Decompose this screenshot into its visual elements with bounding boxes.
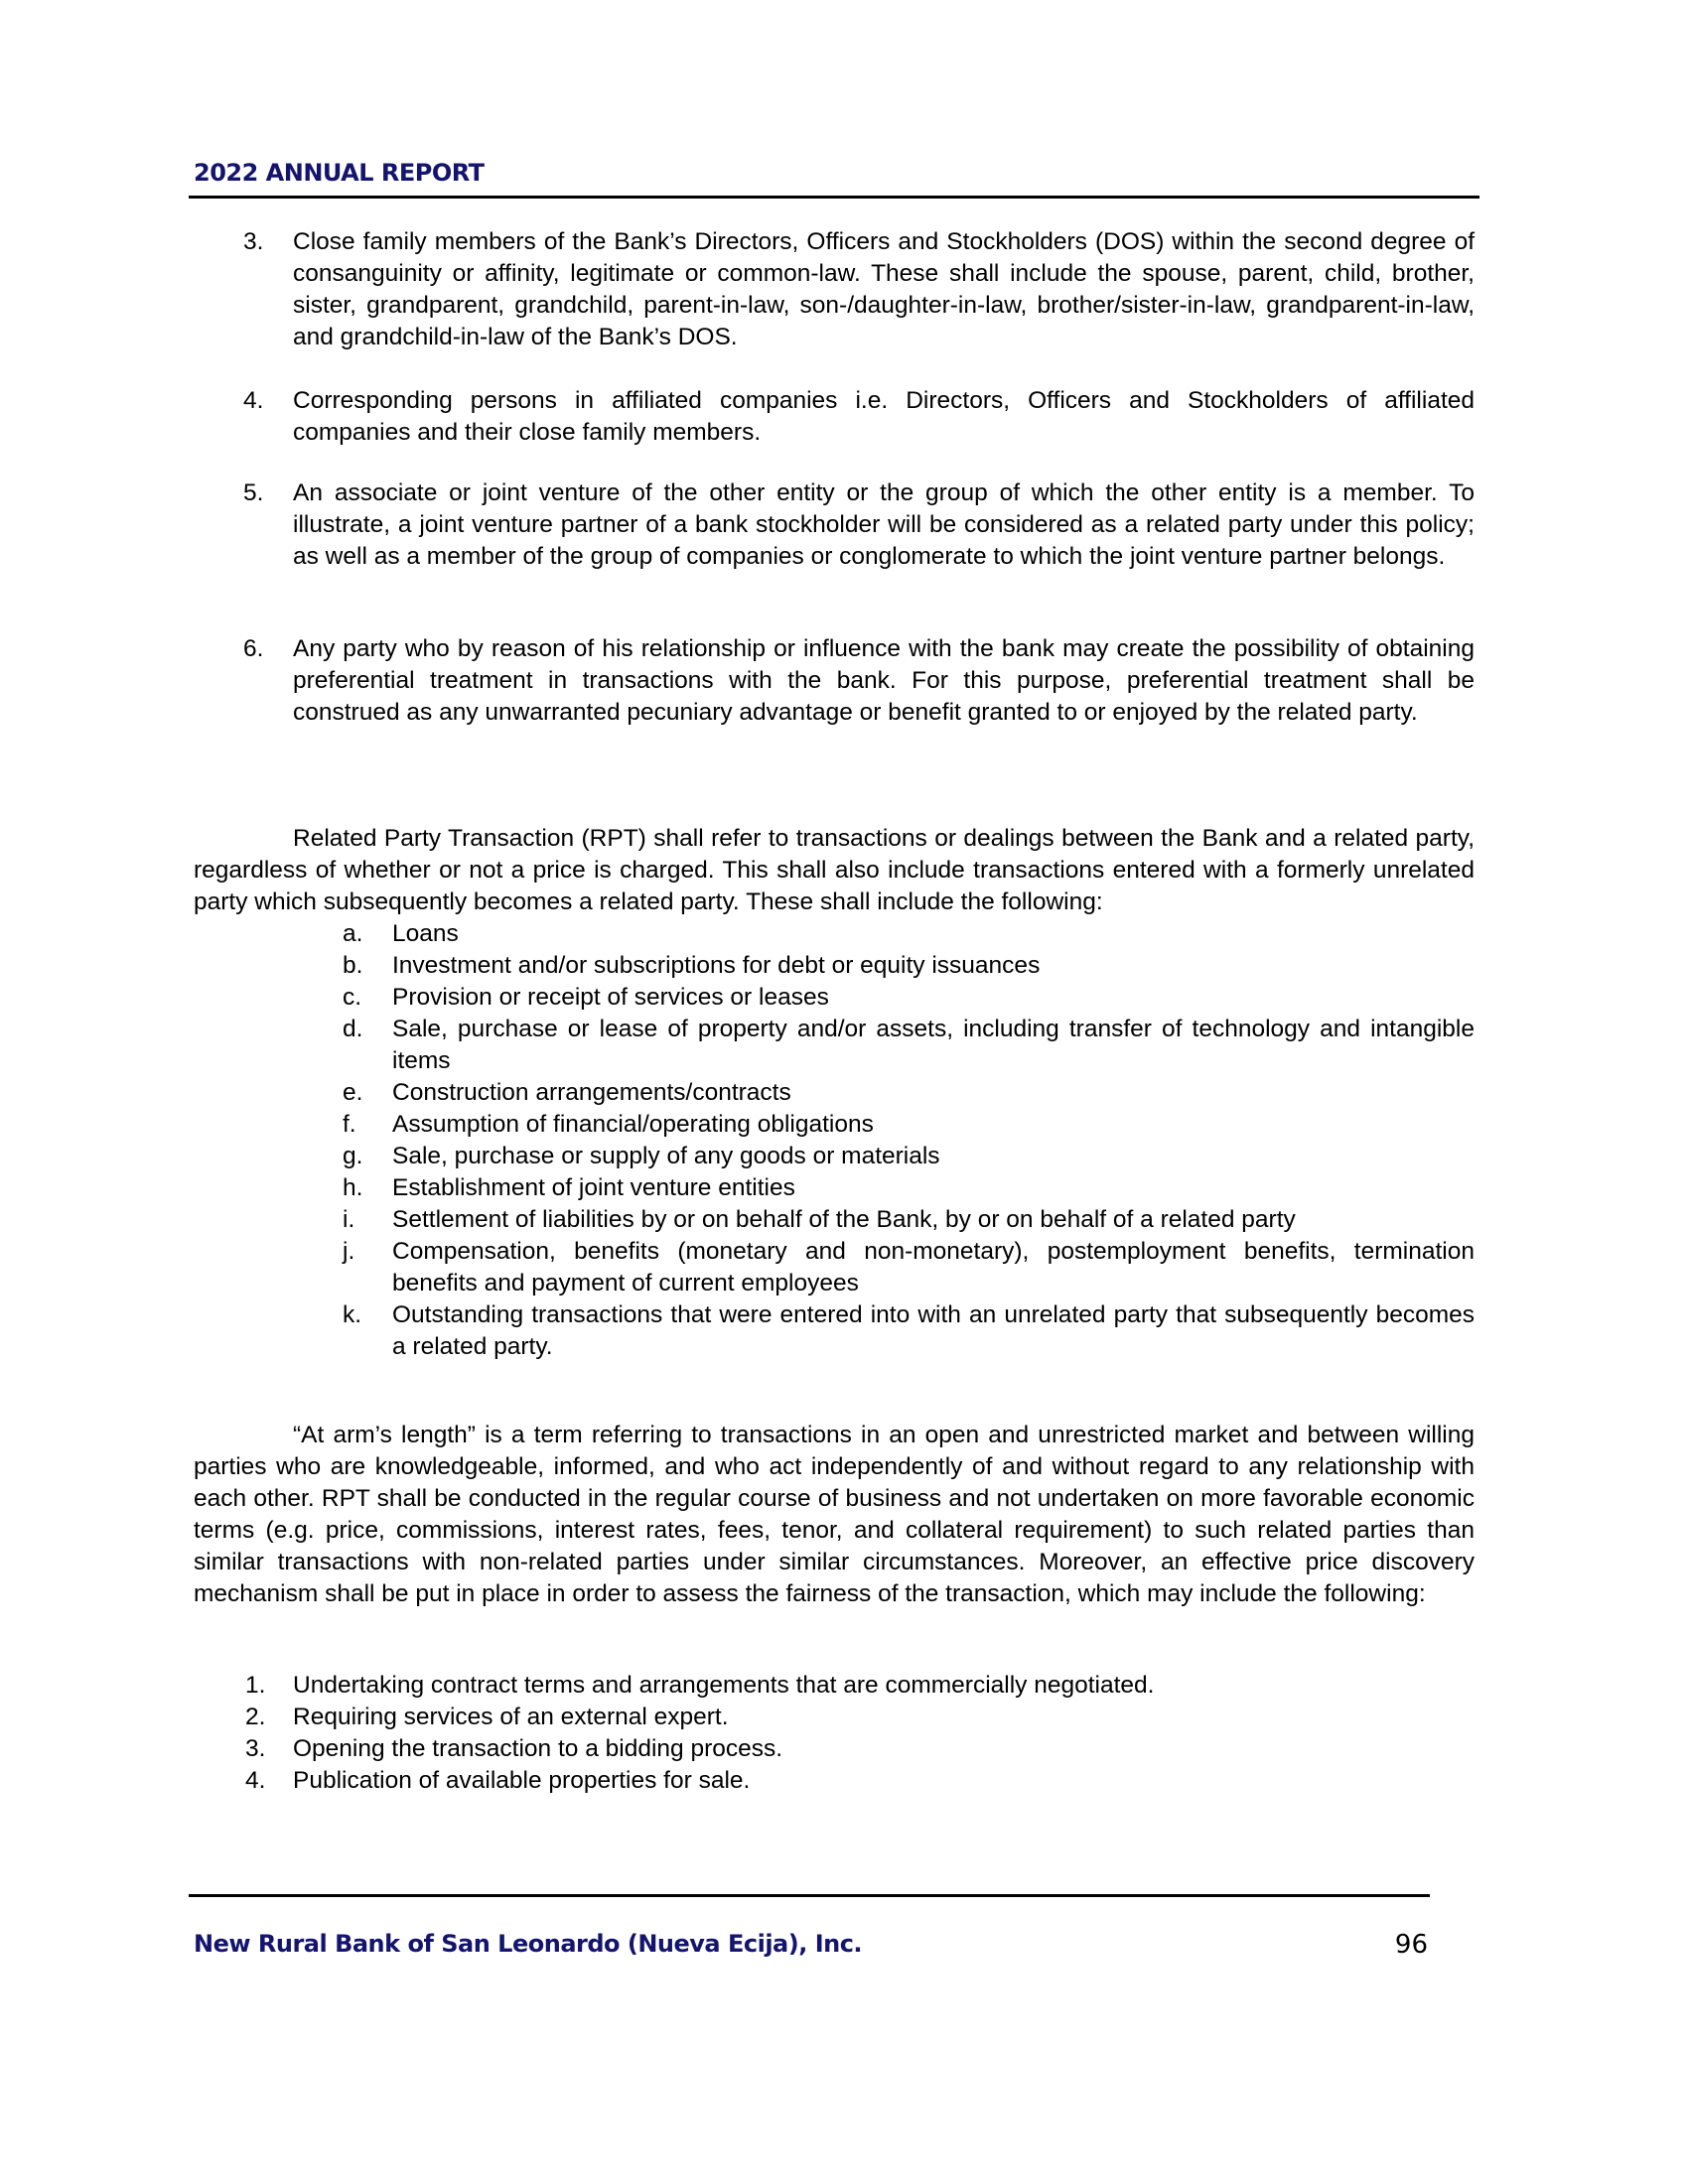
list-item: [194, 1141, 1475, 1172]
item-text: Sale, purchase or supply of any goods or materials: [392, 1143, 940, 1169]
header-divider: [189, 196, 1479, 199]
item-number: 3.: [245, 1735, 266, 1762]
item-letter: d.: [343, 1016, 363, 1042]
item-text: Construction arrangements/contracts: [392, 1079, 791, 1106]
list-item: [194, 1204, 1475, 1236]
item-text: Sale, purchase or lease of property and/or assets, including transfer of technology and intangible items: [392, 1016, 1475, 1074]
item-text: Requiring services of an external expert.: [293, 1704, 729, 1730]
list-item: [194, 1109, 1475, 1141]
list-item: [194, 1299, 1475, 1363]
item-text: Provision or receipt of services or leases: [392, 984, 829, 1011]
list-item: [194, 1014, 1475, 1077]
item-number: 4.: [245, 1767, 266, 1794]
rpt-list: [194, 918, 1475, 1363]
item-letter: b.: [343, 952, 363, 979]
price-discovery-list: [194, 1670, 1475, 1797]
item-text: Publication of available properties for sale.: [293, 1767, 751, 1794]
item-text: Loans: [392, 920, 459, 947]
item-text: Investment and/or subscriptions for debt or equity issuances: [392, 952, 1041, 979]
item-text: Assumption of financial/operating obligations: [392, 1111, 874, 1138]
item-letter: j.: [343, 1238, 355, 1265]
related-parties-list: [194, 226, 1475, 353]
item-number: 1.: [245, 1672, 266, 1699]
item-text: Settlement of liabilities by or on behalf of the Bank, by or on behalf of a related party: [392, 1206, 1296, 1233]
item-letter: i.: [343, 1206, 355, 1233]
page-header-title: 2022 ANNUAL REPORT: [194, 159, 485, 187]
item-text: Establishment of joint venture entities: [392, 1174, 795, 1201]
list-item: [194, 633, 1475, 729]
list-item: [194, 1702, 1475, 1733]
item-text: Outstanding transactions that were entered into with an unrelated party that subsequently becomes a related party.: [392, 1301, 1475, 1360]
item-number: 5.: [243, 479, 264, 506]
list-item: [194, 1670, 1475, 1702]
arms-length-paragraph: “At arm’s length” is a term referring to transactions in an open and unrestricted market and between willing parties who are knowledgeable, informed, and who act independently of and without regard to any relationship with each other. RPT shall be conducted in the regular course of business and not undertaken on more favorable economic terms (e.g. price, commissions, interest rates, fees, tenor, and collateral requirement) to such related parties than similar transactions with non-related parties under similar circumstances. Moreover, an effective price discovery mechanism shall be put in place in order to assess the fairness of the transaction, which may include the following:: [194, 1422, 1475, 1607]
page-number: 96: [1394, 1930, 1428, 1960]
item-text: Corresponding persons in affiliated companies i.e. Directors, Officers and Stockholders of affiliated companies and their close family members.: [293, 387, 1475, 446]
related-parties-list-6: [194, 633, 1475, 729]
item-letter: h.: [343, 1174, 363, 1201]
item-number: 3.: [243, 228, 264, 255]
list-item: [194, 950, 1475, 982]
item-letter: g.: [343, 1143, 363, 1169]
item-letter: f.: [343, 1111, 356, 1138]
list-item: [194, 1733, 1475, 1765]
item-text: Any party who by reason of his relationship or influence with the bank may create the possibility of obtaining preferential treatment in transactions with the bank. For this purpose, preferential treatment shall be construed as any unwarranted pecuniary advantage or benefit granted to or enjoyed by the related party.: [293, 635, 1475, 726]
list-item: [194, 478, 1475, 573]
footer-bank-name: New Rural Bank of San Leonardo (Nueva Ecija), Inc.: [194, 1930, 863, 1958]
item-letter: c.: [343, 984, 362, 1011]
item-number: 4.: [243, 387, 264, 414]
related-parties-list-4: [194, 385, 1475, 449]
item-number: 2.: [245, 1704, 266, 1730]
rpt-section: [194, 823, 1475, 1363]
list-item: [194, 385, 1475, 449]
list-item: [194, 1172, 1475, 1204]
list-item: [194, 1236, 1475, 1299]
arms-length-section: [194, 1420, 1475, 1610]
list-item: [194, 1765, 1475, 1797]
item-text: Opening the transaction to a bidding process.: [293, 1735, 783, 1762]
footer-divider: [189, 1894, 1430, 1897]
list-item: [194, 226, 1475, 353]
list-item: [194, 1077, 1475, 1109]
item-text: Compensation, benefits (monetary and non-monetary), postemployment benefits, termination benefits and payment of current employees: [392, 1238, 1475, 1297]
item-number: 6.: [243, 635, 264, 662]
item-letter: e.: [343, 1079, 363, 1106]
item-letter: k.: [343, 1301, 362, 1328]
item-letter: a.: [343, 920, 363, 947]
related-parties-list-5: [194, 478, 1475, 573]
rpt-paragraph: Related Party Transaction (RPT) shall refer to transactions or dealings between the Bank and a related party, regardless of whether or not a price is charged. This shall also include transactions entered with a formerly unrelated party which subsequently becomes a related party. These shall include the following:: [194, 825, 1475, 915]
list-item: [194, 918, 1475, 950]
item-text: Undertaking contract terms and arrangements that are commercially negotiated.: [293, 1672, 1155, 1699]
item-text: Close family members of the Bank’s Directors, Officers and Stockholders (DOS) within the second degree of consanguinity or affinity, legitimate or common-law. These shall include the spouse, parent, child, brother, sister, grandparent, grandchild, parent-in-law, son-/daughter-in-law, brother/sister-in-law, grandparent-in-law, and grandchild-in-law of the Bank’s DOS.: [293, 228, 1475, 350]
item-text: An associate or joint venture of the other entity or the group of which the other entity is a member. To illustrate, a joint venture partner of a bank stockholder will be considered as a related party under this policy; as well as a member of the group of companies or conglomerate to which the joint venture partner belongs.: [293, 479, 1475, 570]
list-item: [194, 982, 1475, 1014]
